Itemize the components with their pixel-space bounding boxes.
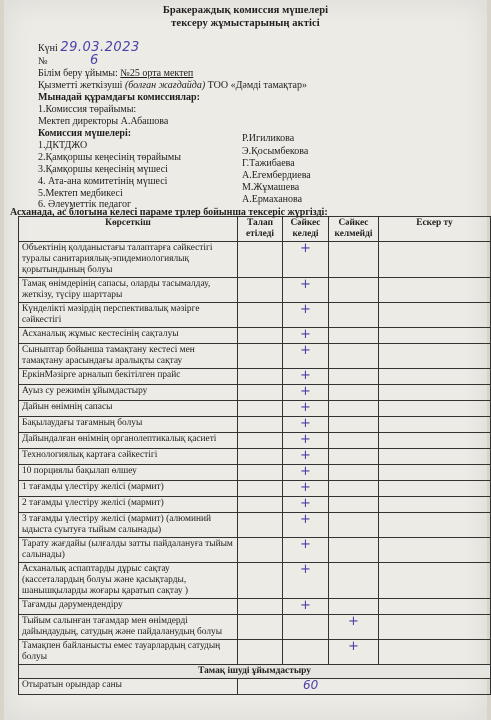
compliant-mark — [283, 481, 329, 497]
compliant-mark — [283, 640, 329, 665]
required-cell — [238, 563, 283, 599]
table-row — [19, 303, 491, 328]
row-label: Тамақ өнімдерінің сапасы, оларды тасымалдау, жеткізу, түсіру шарттары — [19, 278, 238, 303]
note-cell — [379, 615, 491, 640]
noncompliant-mark — [329, 401, 379, 417]
table-row — [19, 481, 491, 497]
row-label: ЕркінМәзірге арналып бекітілген прайс — [19, 369, 238, 385]
members-heading: Комиссия мүшелері: — [38, 128, 132, 139]
table-row — [19, 497, 491, 513]
plus-mark: + — [300, 496, 311, 511]
row-label: 3 тағамды үлестіру желісі (мармит) (алюминий ыдыста суытуға тыйым салынады) — [19, 513, 238, 538]
member-name: Р.Игиликова — [242, 133, 295, 144]
noncompliant-mark — [329, 417, 379, 433]
table-row — [19, 401, 491, 417]
compliant-mark — [283, 599, 329, 615]
note-cell — [379, 465, 491, 481]
noncompliant-mark — [329, 563, 379, 599]
chair-heading: 1.Комиссия төрайымы: — [38, 104, 137, 115]
compliant-mark — [283, 465, 329, 481]
member-role: 2.Қамқоршы кеңесінің төрайымы — [38, 152, 181, 163]
table-row — [19, 369, 491, 385]
table-row — [19, 344, 491, 369]
noncompliant-mark — [329, 242, 379, 278]
row-label: Тағамды дәрумендендіру — [19, 599, 238, 615]
member-role: 5.Мектеп медбикесі — [38, 188, 123, 199]
compliant-mark — [283, 385, 329, 401]
column-header: Көрсеткіш — [19, 217, 238, 242]
row-label: 2 тағамды үлестіру желісі (мармит) — [19, 497, 238, 513]
member-role: 1.ДКТДЖО — [38, 140, 88, 151]
row-label: Тарату жағдайы (ылғалды затты пайдалануға тыйым салынады) — [19, 538, 238, 563]
note-cell — [379, 538, 491, 563]
table-row — [19, 599, 491, 615]
compliant-mark — [283, 563, 329, 599]
row-label: Объектінің қолданыстағы талаптарға сәйкестігі туралы санитариялық-эпидемиологиялық қорытындының болуы — [19, 242, 238, 278]
note-cell — [379, 369, 491, 385]
school-label: Білім беру ұйымы: — [38, 68, 118, 79]
number-line — [38, 53, 99, 68]
plus-mark: + — [300, 277, 311, 292]
plus-mark: + — [300, 400, 311, 415]
note-cell — [379, 401, 491, 417]
plus-mark: + — [300, 368, 311, 383]
noncompliant-mark — [329, 385, 379, 401]
note-cell — [379, 481, 491, 497]
compliant-mark — [283, 538, 329, 563]
table-row — [19, 433, 491, 449]
column-header: Сәйкес келеді — [283, 217, 329, 242]
member-role: 6. Әлеуметтік педагог — [38, 199, 132, 210]
table-header-row — [19, 217, 491, 242]
table-row — [19, 417, 491, 433]
noncompliant-mark — [329, 369, 379, 385]
plus-mark: + — [300, 464, 311, 479]
row-label: Тамақпен байланысты емес тауарлардың сатудың болуы — [19, 640, 238, 665]
table-row — [19, 679, 491, 695]
row-label: Бақылаудағы тағамның болуы — [19, 417, 238, 433]
required-cell — [238, 449, 283, 465]
compliant-mark — [283, 449, 329, 465]
seat-count-value: 60 — [303, 678, 319, 692]
required-cell — [238, 513, 283, 538]
required-cell — [238, 344, 283, 369]
required-cell — [238, 303, 283, 328]
noncompliant-mark — [329, 640, 379, 665]
plus-mark: + — [300, 302, 311, 317]
note-cell — [379, 344, 491, 369]
note-cell — [379, 303, 491, 328]
table-row — [19, 513, 491, 538]
required-cell — [238, 465, 283, 481]
document-page — [4, 0, 487, 720]
table-row — [19, 385, 491, 401]
note-cell — [379, 497, 491, 513]
commission-heading: Мынадай құрамдағы комиссиялар: — [38, 92, 200, 103]
column-header: Сәйкес келмейді — [329, 217, 379, 242]
table-row — [19, 328, 491, 344]
document-title-line1: Бракераждық комиссия мүшелері — [162, 5, 329, 16]
required-cell — [238, 417, 283, 433]
supplier-label: Қызметті жеткізуші — [38, 80, 123, 91]
member-name: Э.Қосымбекова — [242, 146, 309, 157]
noncompliant-mark — [329, 344, 379, 369]
note-cell — [379, 278, 491, 303]
required-cell — [238, 433, 283, 449]
plus-mark: + — [300, 241, 311, 256]
noncompliant-mark — [329, 615, 379, 640]
noncompliant-mark — [329, 497, 379, 513]
noncompliant-mark — [329, 328, 379, 344]
row-label: Ауыз су режимін ұйымдастыру — [19, 385, 238, 401]
school-value: №25 орта мектеп — [120, 68, 194, 79]
note-cell — [379, 242, 491, 278]
inspection-table — [18, 216, 491, 695]
compliant-mark — [283, 497, 329, 513]
plus-mark: + — [300, 448, 311, 463]
required-cell — [238, 599, 283, 615]
member-role: 3.Қамқоршы кеңесінің мүшесі — [38, 164, 168, 175]
note-cell — [379, 563, 491, 599]
required-cell — [238, 278, 283, 303]
row-label: Асханалық жұмыс кестесінің сақталуы — [19, 328, 238, 344]
plus-mark: + — [300, 416, 311, 431]
compliant-mark — [283, 417, 329, 433]
row-label: Тыйым салынған тағамдар мен өнімдерді дайындаудың, сатудың және пайдаланудың болуы — [19, 615, 238, 640]
compliant-mark — [283, 369, 329, 385]
plus-mark: + — [300, 598, 311, 613]
compliant-mark — [283, 433, 329, 449]
plus-mark: + — [300, 480, 311, 495]
compliant-mark — [283, 401, 329, 417]
compliant-mark — [283, 242, 329, 278]
required-cell — [238, 538, 283, 563]
plus-mark: + — [300, 327, 311, 342]
plus-mark: + — [348, 614, 359, 629]
noncompliant-mark — [329, 599, 379, 615]
row-label: 1 тағамды үлестіру желісі (мармит) — [19, 481, 238, 497]
table-row — [19, 563, 491, 599]
column-header: Талап етіледі — [238, 217, 283, 242]
plus-mark: + — [300, 537, 311, 552]
date-label: Күні — [38, 43, 58, 54]
row-label: Асханалық аспаптарды дұрыс сақтау (кассеталардың болуы және қасықтарды, шанышқыларды жоғары қаратып сақтау ) — [19, 563, 238, 599]
noncompliant-mark — [329, 465, 379, 481]
document-title-line2: тексеру жұмыстарының актісі — [171, 18, 320, 29]
column-header: Ескер ту — [379, 217, 491, 242]
row-label: Сыныптар бойынша тамақтану кестесі мен тамақтану арасындағы аралықты сақтау — [19, 344, 238, 369]
required-cell — [238, 385, 283, 401]
required-cell — [238, 640, 283, 665]
noncompliant-mark — [329, 538, 379, 563]
member-name: А.Ермаханова — [242, 194, 303, 205]
member-name: Г.Тажибаева — [242, 158, 295, 169]
member-name: А.Егембердиева — [242, 170, 311, 181]
compliant-mark — [283, 328, 329, 344]
note-cell — [379, 433, 491, 449]
required-cell — [238, 369, 283, 385]
note-cell — [379, 449, 491, 465]
table-row — [19, 242, 491, 278]
note-cell — [379, 640, 491, 665]
row-label: Отыратын орындар саны — [19, 679, 238, 695]
row-label: Дайын өнімнің сапасы — [19, 401, 238, 417]
plus-mark: + — [300, 343, 311, 358]
noncompliant-mark — [329, 449, 379, 465]
school-line — [38, 68, 193, 79]
required-cell — [238, 242, 283, 278]
plus-mark: + — [300, 432, 311, 447]
number-value: 6 — [90, 53, 99, 68]
compliant-mark — [283, 303, 329, 328]
section-row — [19, 665, 491, 679]
chair-value: Мектеп директоры А.Абашова — [38, 116, 169, 127]
table-row — [19, 449, 491, 465]
note-cell — [379, 385, 491, 401]
supplier-note: (болған жағдайда) — [124, 80, 206, 91]
note-cell — [379, 417, 491, 433]
note-cell — [379, 513, 491, 538]
table-row — [19, 640, 491, 665]
plus-mark: + — [300, 512, 311, 527]
check-intro: Асханада, ас блогына келесі параме трлер бойынша тексеріс жүргізді: — [10, 207, 328, 218]
table-row — [19, 278, 491, 303]
number-label: № — [38, 56, 48, 67]
compliant-mark — [283, 513, 329, 538]
required-cell — [238, 401, 283, 417]
table-row — [19, 538, 491, 563]
required-cell — [238, 497, 283, 513]
row-label: Дайындалған өнімнің органолептикалық қасиеті — [19, 433, 238, 449]
compliant-mark — [283, 278, 329, 303]
note-cell — [379, 328, 491, 344]
seat-count-cell — [238, 679, 491, 695]
row-label: 10 порциялы бақылап өлшеу — [19, 465, 238, 481]
required-cell — [238, 481, 283, 497]
table-row — [19, 465, 491, 481]
noncompliant-mark — [329, 481, 379, 497]
compliant-mark — [283, 344, 329, 369]
row-label: Күнделікті мәзірдің перспективалық мәзірге сәйкестігі — [19, 303, 238, 328]
required-cell — [238, 328, 283, 344]
plus-mark: + — [300, 384, 311, 399]
plus-mark: + — [300, 562, 311, 577]
member-name: М.Жұмашева — [242, 182, 300, 193]
plus-mark: + — [348, 639, 359, 654]
table-row — [19, 615, 491, 640]
date-value: 29.03.2023 — [60, 40, 140, 55]
noncompliant-mark — [329, 303, 379, 328]
note-cell — [379, 599, 491, 615]
required-cell — [238, 615, 283, 640]
supplier-value: ТОО «Дәмді тамақтар» — [207, 80, 307, 91]
row-label: Технологиялық картаға сәйкестігі — [19, 449, 238, 465]
member-role: 4. Ата-ана комитетінің мүшесі — [38, 176, 168, 187]
noncompliant-mark — [329, 513, 379, 538]
noncompliant-mark — [329, 433, 379, 449]
supplier-line — [38, 80, 307, 91]
compliant-mark — [283, 615, 329, 640]
section-title: Тамақ ішуді ұйымдастыру — [19, 665, 491, 679]
noncompliant-mark — [329, 278, 379, 303]
